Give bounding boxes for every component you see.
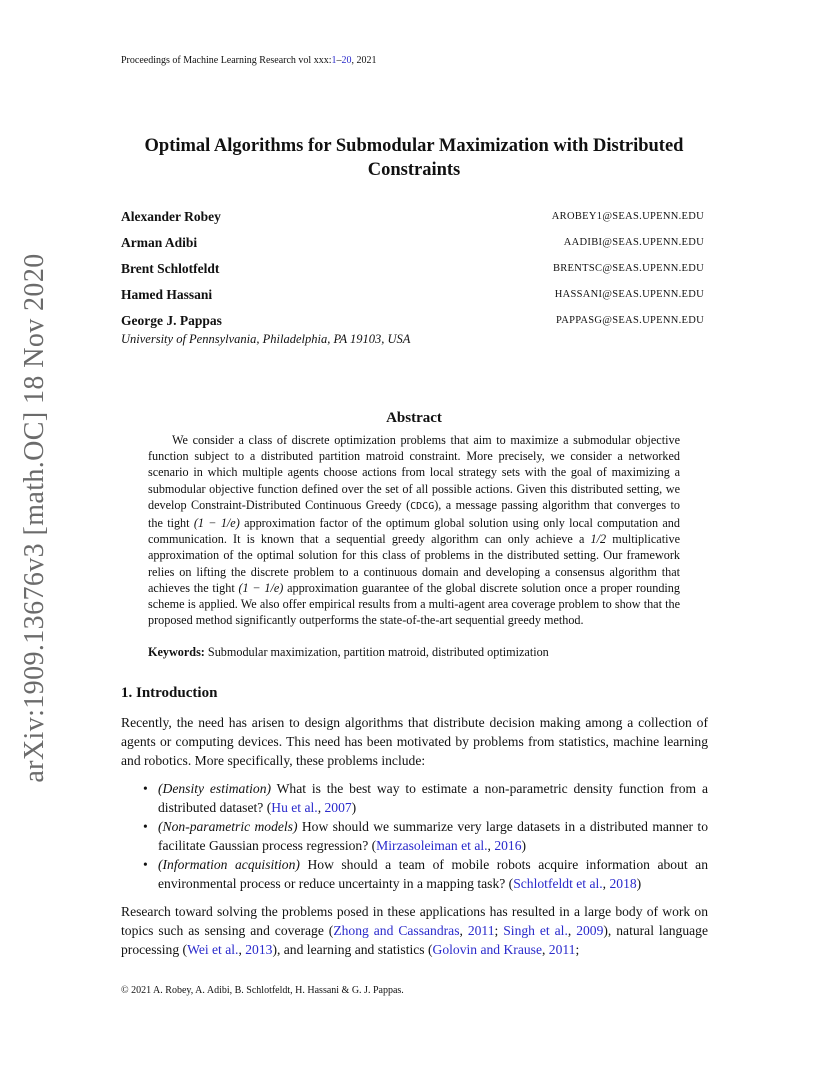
citation-year-link[interactable]: 2013 bbox=[245, 942, 273, 957]
affiliation: University of Pennsylvania, Philadelphia, PA 19103, USA bbox=[121, 332, 411, 346]
list-item: • (Non-parametric models) How should we summarize very large datasets in a distributed manner to facilitate Gaussian process regression? (Mirzasoleiman et al., 2016) bbox=[143, 819, 709, 853]
running-header: Proceedings of Machine Learning Research vol xxx:1–20, 2021 bbox=[121, 55, 377, 66]
author-name: Brent Schlotfeldt bbox=[121, 261, 220, 276]
author-name: Hamed Hassani bbox=[121, 287, 213, 302]
author-email[interactable]: AADIBI@SEAS.UPENN.EDU bbox=[563, 237, 704, 248]
bullet-icon: • bbox=[143, 781, 148, 796]
citation-link[interactable]: Golovin and Krause bbox=[432, 942, 542, 957]
page-end-link[interactable]: 20 bbox=[341, 55, 352, 66]
author-email[interactable]: BRENTSC@SEAS.UPENN.EDU bbox=[552, 263, 704, 274]
math-expression: (1 − 1/e) bbox=[238, 580, 284, 595]
citation-year-link[interactable]: 2009 bbox=[576, 923, 604, 938]
citation-link[interactable]: Schlotfeldt et al. bbox=[513, 876, 603, 891]
citation-year-link[interactable]: 2011 bbox=[467, 923, 495, 938]
author-email[interactable]: HASSANI@SEAS.UPENN.EDU bbox=[554, 289, 704, 300]
author-email[interactable]: PAPPASG@SEAS.UPENN.EDU bbox=[556, 315, 704, 326]
abstract-heading: Abstract bbox=[386, 410, 442, 426]
author-name: George J. Pappas bbox=[121, 313, 222, 328]
math-expression: (1 − 1/e) bbox=[193, 516, 240, 531]
citation-link[interactable]: Zhong and Cassandras bbox=[333, 923, 460, 938]
citation-link[interactable]: Hu et al. bbox=[271, 800, 318, 815]
bullet-icon: • bbox=[143, 857, 148, 872]
citation-year-link[interactable]: 2011 bbox=[548, 942, 576, 957]
arxiv-stamp: arXiv:1909.13676v3 [math.OC] 18 Nov 2020 bbox=[19, 253, 50, 783]
page-start-link[interactable]: 1 bbox=[331, 55, 337, 66]
citation-link[interactable]: Mirzasoleiman et al. bbox=[376, 838, 488, 853]
paper-title: Optimal Algorithms for Submodular Maximization with Distributed Constraints bbox=[144, 136, 684, 180]
problem-list bbox=[121, 779, 708, 893]
algorithm-name: CDCG bbox=[410, 500, 435, 512]
list-item: • (Density estimation) What is the best way to estimate a non-parametric density function from a distributed dataset? (Hu et al., 2007) bbox=[143, 781, 708, 815]
intro-paragraph: Research toward solving the problems posed in these applications has resulted in a large body of work on topics such as sensing and coverage (Zhong and Cassandras, 2011; Singh et al., 2009), natural language processing (Wei et al., 2013), and learning and statistics (Golovin and Krause, 2011; bbox=[121, 904, 708, 957]
section-heading: 1. Introduction bbox=[121, 685, 218, 701]
keywords: Keywords: Submodular maximization, partition matroid, distributed optimization bbox=[148, 645, 549, 659]
abstract-text: We consider a class of discrete optimization problems that aim to maximize a submodular objective function subject to a distributed partition matroid constraint. More precisely, we consider a networked scenario in which multiple agents choose actions from local strategy sets with the goal of maximizing a submodular objective function defined over the set of all possible actions. Given this distributed setting, we develop Constraint-Distributed Continuous Greedy (CDCG), a message passing algorithm that converges to the tight (1 − 1/e) approximation factor of the optimum global solution using only local computation and communication. It is known that a sequential greedy algorithm can only achieve a 1/2 multiplicative approximation of the optimal solution for this class of problems in the distributed setting. Our framework relies on lifting the discrete problem to a continuous domain and developing a consensus algorithm that achieves the tight (1 − 1/e) approximation guarantee of the global discrete solution once a proper rounding scheme is applied. We also offer empirical results from a multi-agent area coverage problem to show that the proposed method significantly outperforms the state-of-the-art sequential greedy method. bbox=[148, 433, 680, 628]
intro-paragraph: Recently, the need has arisen to design algorithms that distribute decision making among a collection of agents or computing devices. This need has been motivated by problems from statistics, machine learning and robotics. More specifically, these problems include: bbox=[121, 715, 708, 768]
citation-year-link[interactable]: 2018 bbox=[609, 876, 637, 891]
citation-year-link[interactable]: 2016 bbox=[494, 838, 522, 853]
math-expression: 1/2 bbox=[590, 532, 607, 547]
bullet-icon: • bbox=[143, 819, 148, 834]
citation-link[interactable]: Wei et al. bbox=[187, 942, 239, 957]
citation-link[interactable]: Singh et al. bbox=[503, 923, 568, 938]
author-email[interactable]: AROBEY1@SEAS.UPENN.EDU bbox=[551, 211, 704, 222]
author-name: Arman Adibi bbox=[121, 235, 198, 250]
keywords-label: Keywords: bbox=[148, 645, 205, 659]
copyright-footer: © 2021 A. Robey, A. Adibi, B. Schlotfeldt, H. Hassani & G. J. Pappas. bbox=[121, 985, 404, 996]
author-name: Alexander Robey bbox=[121, 209, 221, 224]
list-item: • (Information acquisition) How should a team of mobile robots acquire information about an environmental process or reduce uncertainty in a mapping task? (Schlotfeldt et al., 2018) bbox=[143, 857, 708, 891]
citation-year-link[interactable]: 2007 bbox=[324, 800, 352, 815]
